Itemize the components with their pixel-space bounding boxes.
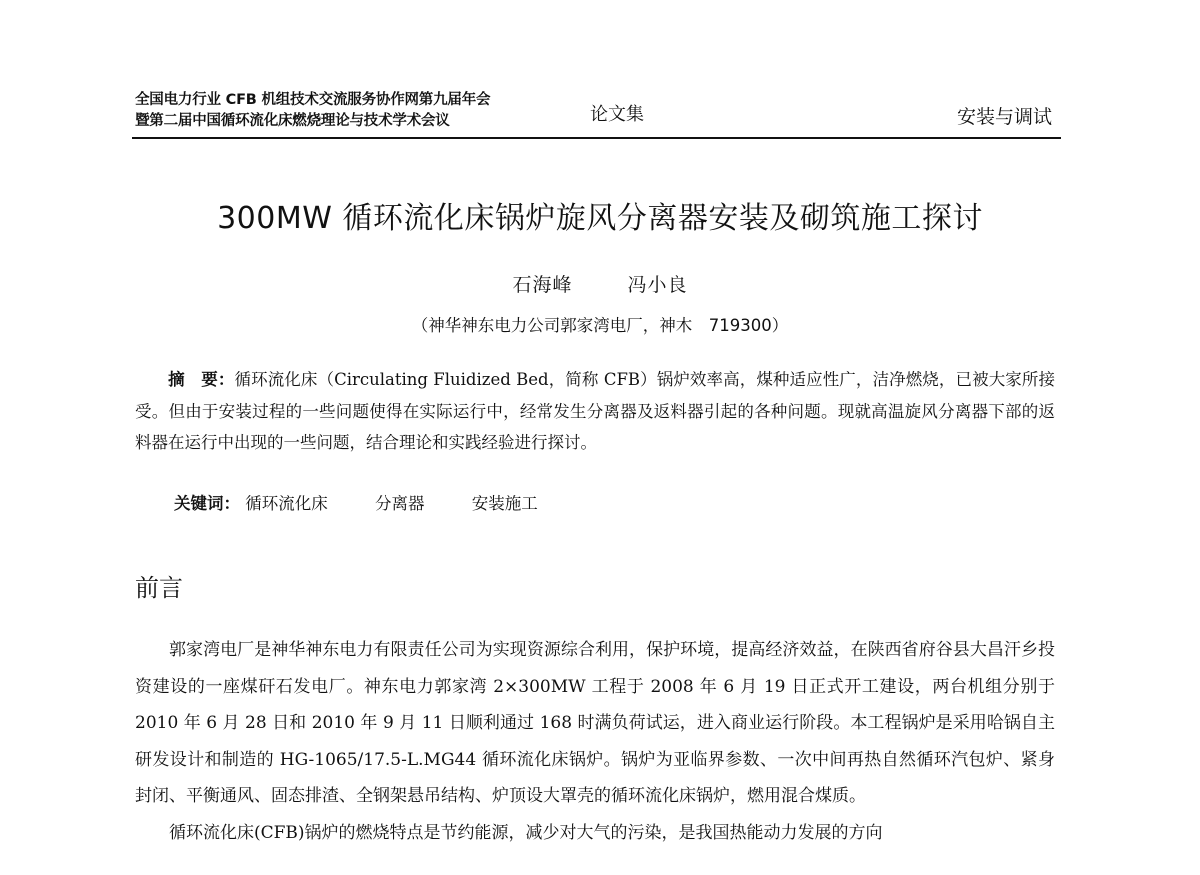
- keyword: 分离器: [375, 494, 425, 513]
- collection-label: 论文集: [590, 104, 644, 125]
- body-paragraph: 郭家湾电厂是神华神东电力有限责任公司为实现资源综合利用，保护环境，提高经济效益，在陕西省府谷县大昌汗乡投资建设的一座煤矸石发电厂。神东电力郭家湾 2×300MW 工程于 2008 年 6 月 19 日正式开工建设，两台机组分别于 2010 年 6 月 28 日和 2010 年 9 月 11 日顺利通过 168 时满负荷试运，进入商业运行阶段。本工程锅炉是采用哈锅自主研发设计和制造的 HG-1065/17.5-L.MG44 循环流化床锅炉。锅炉为亚临界参数、一次中间再热自然循环汽包炉、紧身封闭、平衡通风、固态排渣、全钢架悬吊结构、炉顶设大罩壳的循环流化床锅炉，燃用混合煤质。: [135, 640, 1055, 806]
- header-divider: [132, 137, 1061, 139]
- section-heading: 前言: [135, 574, 183, 602]
- author-name: 冯小良: [627, 274, 688, 296]
- keywords-label: 关键词：: [174, 494, 240, 513]
- abstract-text: 循环流化床（Circulating Fluidized Bed，简称 CFB）锅炉效率高，煤种适应性广，洁净燃烧，已被大家所接受。但由于安装过程的一些问题使得在实际运行中，经常发生分离器及返料器引起的各种问题。现就高温旋风分离器下部的返料器在运行中出现的一些问题，结合理论和实践经验进行探讨。: [135, 370, 1055, 452]
- section-body: [135, 632, 1055, 851]
- section-category: 安装与调试: [956, 106, 1052, 128]
- keywords: [174, 490, 580, 514]
- author-affiliation: （神华神东电力公司郭家湾电厂，神木 719300）: [411, 316, 789, 335]
- author-name: 石海峰: [512, 274, 573, 296]
- author-list: [0, 270, 1200, 297]
- body-paragraph: 循环流化床(CFB)锅炉的燃烧特点是节约能源，减少对大气的污染，是我国热能动力发展的方向: [169, 822, 883, 843]
- keyword: 安装施工: [471, 494, 538, 513]
- conference-name-line1: 全国电力行业 CFB 机组技术交流服务协作网第九届年会: [135, 92, 491, 108]
- abstract: [135, 364, 1055, 459]
- keyword: 循环流化床: [245, 494, 328, 513]
- abstract-label: 摘 要：: [168, 370, 235, 389]
- conference-header: [135, 90, 585, 132]
- paper-title: 300MW 循环流化床锅炉旋风分离器安装及砌筑施工探讨: [217, 201, 983, 236]
- conference-name-line2: 暨第二届中国循环流化床燃烧理论与技术学术会议: [135, 113, 450, 129]
